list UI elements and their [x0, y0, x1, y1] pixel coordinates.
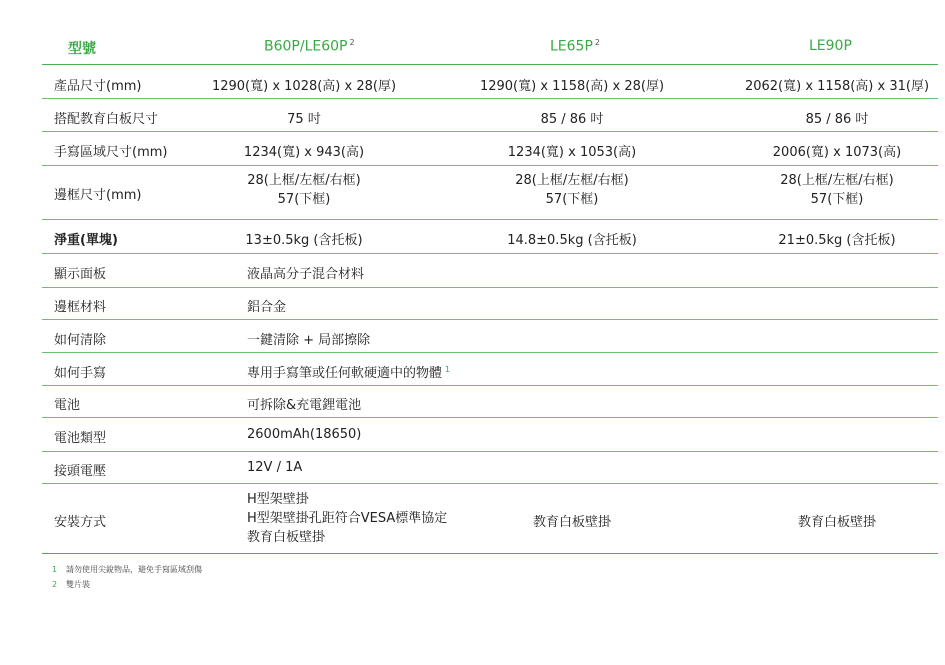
row-label: 淨重(單塊)	[54, 233, 118, 248]
header-le65p: LE65P $^2$	[550, 38, 600, 55]
table-row-battery-type	[42, 418, 938, 452]
cell-b60p: 13±0.5kg (含托板)	[245, 233, 363, 248]
table-row-size	[42, 66, 938, 99]
table-row-board	[42, 99, 938, 132]
table-row-write-area	[42, 132, 938, 166]
row-label: 安裝方式	[54, 515, 107, 530]
cell-le65p: 14.8±0.5kg (含托板)	[507, 233, 637, 248]
table-row-install	[42, 484, 938, 553]
cell-shared: 專用手寫筆或任何軟硬適中的物體 $^1$	[247, 364, 451, 381]
cell-shared: 2600mAh(18650)	[247, 427, 362, 442]
cell-b60p: 1290(寬) x 1028(高) x 28(厚)	[211, 79, 397, 94]
cell-le90p: 28(上框/左框/右框) 57(下框)	[780, 173, 894, 207]
cell-shared: 鋁合金	[247, 300, 287, 315]
cell-b60p: 1234(寬) x 943(高)	[243, 145, 365, 160]
row-label: 接頭電壓	[54, 464, 107, 479]
row-label: 手寫區域尺寸(mm)	[54, 145, 168, 160]
table-row-panel	[42, 254, 938, 288]
row-label: 如何手寫	[54, 366, 107, 381]
cell-shared: 可拆除&充電鋰電池	[247, 398, 362, 413]
row-label: 邊框尺寸(mm)	[54, 188, 142, 203]
cell-b60p: 28(上框/左框/右框) 57(下框)	[247, 173, 361, 207]
table-row-connector	[42, 452, 938, 484]
table-row-battery	[42, 386, 938, 418]
cell-le65p: 1290(寬) x 1158(高) x 28(厚)	[479, 79, 665, 94]
table-bottom-rule	[42, 553, 938, 554]
cell-b60p: H型架壁掛 H型架壁掛孔距符合VESA標準協定 教育白板壁掛	[247, 492, 448, 545]
cell-shared: 12V / 1A	[247, 460, 303, 475]
cell-le65p: 28(上框/左框/右框) 57(下框)	[515, 173, 629, 207]
table-header	[42, 30, 938, 65]
cell-le90p: 教育白板壁掛	[797, 515, 876, 530]
row-label: 搭配教育白板尺寸	[54, 112, 159, 127]
footnotes	[52, 562, 202, 592]
row-label: 如何清除	[54, 333, 107, 348]
cell-shared: 液晶高分子混合材料	[247, 267, 365, 282]
row-label: 顯示面板	[54, 267, 107, 282]
header-b60p: B60P/LE60P $^2$	[264, 38, 355, 55]
table-row-weight	[42, 220, 938, 254]
table-row-clear	[42, 320, 938, 353]
header-le90p: LE90P	[809, 38, 852, 54]
cell-le90p: 2062(寬) x 1158(高) x 31(厚)	[744, 79, 930, 94]
row-label: 電池	[54, 398, 81, 413]
cell-le90p: 85 / 86 吋	[805, 112, 869, 127]
table-row-writing	[42, 353, 938, 386]
footnote-2: 2 雙片裝	[52, 580, 90, 589]
row-label: 產品尺寸(mm)	[54, 79, 142, 94]
row-label: 電池類型	[54, 431, 107, 446]
cell-shared: 一鍵清除 + 局部擦除	[247, 333, 371, 348]
table-row-frame	[42, 166, 938, 220]
cell-le65p: 85 / 86 吋	[540, 112, 604, 127]
header-model: 型號	[68, 41, 96, 57]
cell-b60p: 75 吋	[287, 112, 321, 127]
row-label: 邊框材料	[54, 300, 107, 315]
cell-le90p: 2006(寬) x 1073(高)	[772, 145, 902, 160]
cell-le65p: 1234(寬) x 1053(高)	[507, 145, 637, 160]
cell-le90p: 21±0.5kg (含托板)	[778, 233, 896, 248]
footnote-1: 1 請勿使用尖銳物品，避免手寫區域刮傷	[52, 565, 202, 574]
cell-le65p: 教育白板壁掛	[532, 515, 611, 530]
table-row-frame-material	[42, 288, 938, 320]
